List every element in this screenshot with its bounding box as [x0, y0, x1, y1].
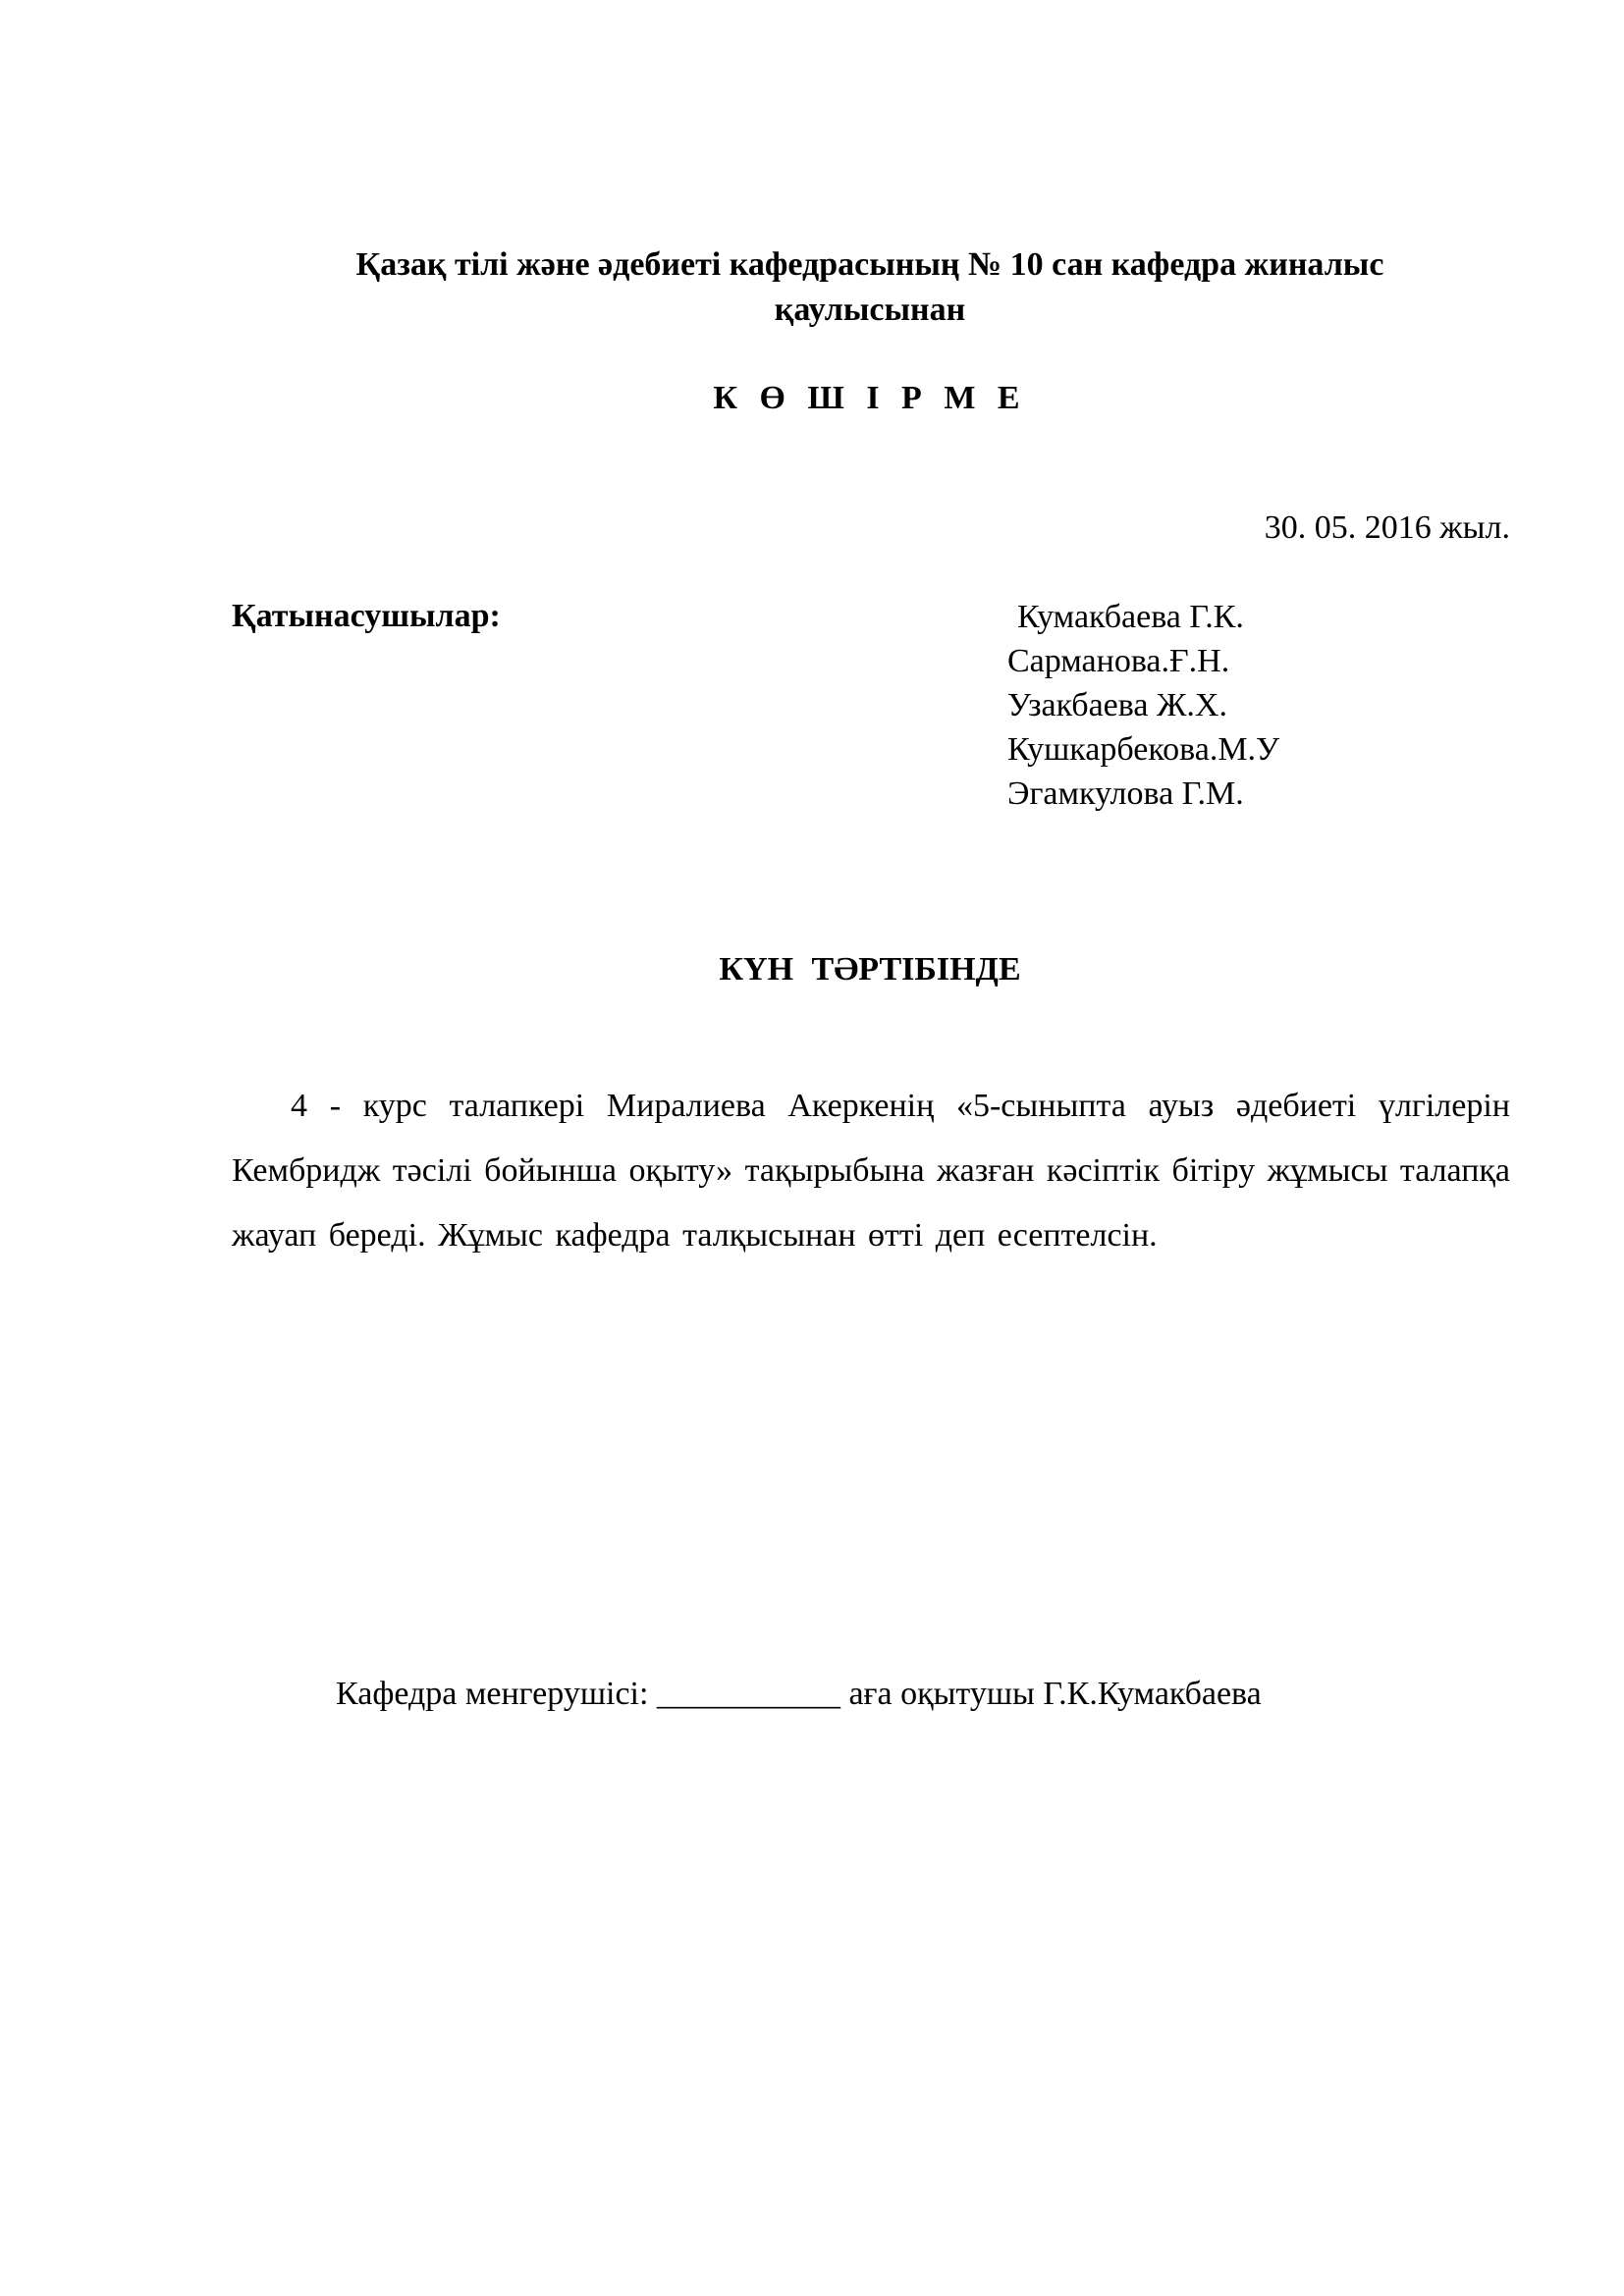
- signature-name: аға оқытушы Г.К.Кумакбаева: [848, 1676, 1262, 1712]
- participant-name: Кушкарбекова.М.У: [1007, 731, 1280, 768]
- signature-label: Кафедра менгерушісі:: [336, 1676, 649, 1712]
- document-date: 30. 05. 2016 жыл.: [1264, 509, 1510, 546]
- signature-line: ___________: [656, 1676, 840, 1712]
- document-title-line-1: Қазақ тілі және әдебиеті кафедрасының № 10 сан кафедра жиналыс: [355, 246, 1384, 283]
- signature-block: [336, 1673, 1262, 1716]
- participant-name: Кумакбаева Г.К.: [1017, 599, 1244, 635]
- participant-name: Эгамкулова Г.М.: [1007, 775, 1244, 812]
- agenda-body-text: 4 - курс талапкері Миралиева Акеркенің «5-сыныпта ауыз әдебиеті үлгілерін Кембридж тәсілі бойынша оқыту» тақырыбына жазған кәсіптік бітіру жұмысы талапқа жауап береді. Жұмыс кафедра талқысынан өтті деп есептелсін.: [232, 1088, 1510, 1254]
- participant-name: Сарманова.Ғ.Н.: [1007, 643, 1230, 679]
- participants-label: Қатынасушылар:: [232, 598, 501, 634]
- participants-list: [1007, 595, 1279, 816]
- copy-title: К Ө Ш І Р М Е: [713, 380, 1027, 416]
- agenda-title: КҮН ТӘРТІБІНДЕ: [719, 951, 1021, 988]
- document-title-line-2: қаулысынан: [774, 292, 966, 328]
- participant-name: Узакбаева Ж.Х.: [1007, 687, 1227, 723]
